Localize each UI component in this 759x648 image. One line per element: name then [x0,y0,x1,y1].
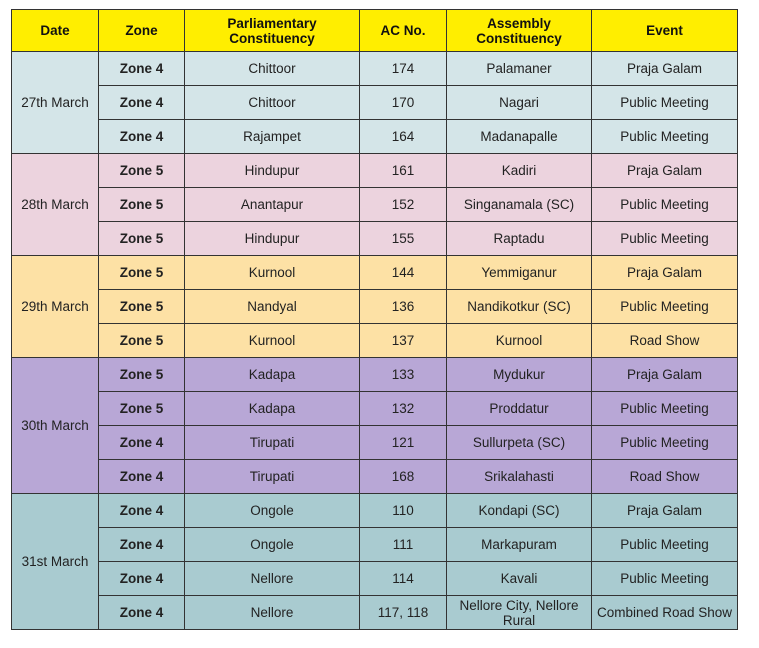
event-cell: Praja Galam [592,494,738,528]
zone-cell: Zone 5 [99,324,185,358]
parliamentary-constituency-cell: Anantapur [185,188,360,222]
assembly-constituency-cell: Markapuram [447,528,592,562]
date-cell: 29th March [12,256,99,358]
event-cell: Public Meeting [592,188,738,222]
header-zone: Zone [99,10,185,52]
table-row [12,222,738,256]
event-cell: Praja Galam [592,52,738,86]
ac-no-cell: 133 [360,358,447,392]
zone-cell: Zone 4 [99,460,185,494]
ac-no-cell: 170 [360,86,447,120]
table-row [12,188,738,222]
event-cell: Public Meeting [592,290,738,324]
zone-cell: Zone 4 [99,528,185,562]
header-row [12,10,738,52]
date-cell: 27th March [12,52,99,154]
table-row [12,154,738,188]
ac-no-cell: 117, 118 [360,596,447,630]
table-row [12,290,738,324]
ac-no-cell: 152 [360,188,447,222]
parliamentary-constituency-cell: Ongole [185,528,360,562]
assembly-constituency-cell: Srikalahasti [447,460,592,494]
assembly-constituency-cell: Nellore City, Nellore Rural [447,596,592,630]
assembly-constituency-cell: Proddatur [447,392,592,426]
ac-no-cell: 121 [360,426,447,460]
table-row [12,392,738,426]
table-row [12,52,738,86]
parliamentary-constituency-cell: Chittoor [185,86,360,120]
ac-no-cell: 174 [360,52,447,86]
parliamentary-constituency-cell: Tirupati [185,460,360,494]
parliamentary-constituency-cell: Hindupur [185,154,360,188]
date-cell: 30th March [12,358,99,494]
ac-no-cell: 164 [360,120,447,154]
zone-cell: Zone 5 [99,392,185,426]
parliamentary-constituency-cell: Chittoor [185,52,360,86]
parliamentary-constituency-cell: Hindupur [185,222,360,256]
parliamentary-constituency-cell: Kadapa [185,358,360,392]
ac-no-cell: 155 [360,222,447,256]
ac-no-cell: 110 [360,494,447,528]
event-cell: Public Meeting [592,120,738,154]
event-cell: Public Meeting [592,86,738,120]
table-row [12,494,738,528]
zone-cell: Zone 4 [99,426,185,460]
zone-cell: Zone 5 [99,188,185,222]
event-cell: Public Meeting [592,222,738,256]
date-cell: 28th March [12,154,99,256]
ac-no-cell: 137 [360,324,447,358]
event-cell: Public Meeting [592,528,738,562]
parliamentary-constituency-cell: Nandyal [185,290,360,324]
table-row [12,460,738,494]
table-row [12,358,738,392]
assembly-constituency-cell: Singanamala (SC) [447,188,592,222]
ac-no-cell: 144 [360,256,447,290]
event-cell: Combined Road Show [592,596,738,630]
zone-cell: Zone 5 [99,154,185,188]
parliamentary-constituency-cell: Kadapa [185,392,360,426]
table-row [12,256,738,290]
event-cell: Praja Galam [592,358,738,392]
zone-cell: Zone 5 [99,358,185,392]
event-cell: Road Show [592,460,738,494]
ac-no-cell: 111 [360,528,447,562]
header-event: Event [592,10,738,52]
zone-cell: Zone 4 [99,120,185,154]
table-row [12,528,738,562]
zone-cell: Zone 4 [99,86,185,120]
assembly-constituency-cell: Kavali [447,562,592,596]
assembly-constituency-cell: Madanapalle [447,120,592,154]
assembly-constituency-cell: Yemmiganur [447,256,592,290]
schedule-table [11,9,738,630]
event-cell: Road Show [592,324,738,358]
header-date: Date [12,10,99,52]
parliamentary-constituency-cell: Nellore [185,596,360,630]
zone-cell: Zone 4 [99,52,185,86]
table-row [12,324,738,358]
table-row [12,562,738,596]
event-cell: Praja Galam [592,256,738,290]
date-cell: 31st March [12,494,99,630]
zone-cell: Zone 5 [99,222,185,256]
parliamentary-constituency-cell: Nellore [185,562,360,596]
assembly-constituency-cell: Sullurpeta (SC) [447,426,592,460]
ac-no-cell: 114 [360,562,447,596]
assembly-constituency-cell: Kondapi (SC) [447,494,592,528]
table-row [12,596,738,630]
zone-cell: Zone 5 [99,256,185,290]
assembly-constituency-cell: Mydukur [447,358,592,392]
header-ac-no: AC No. [360,10,447,52]
table-row [12,426,738,460]
parliamentary-constituency-cell: Kurnool [185,324,360,358]
parliamentary-constituency-cell: Rajampet [185,120,360,154]
ac-no-cell: 161 [360,154,447,188]
zone-cell: Zone 4 [99,596,185,630]
zone-cell: Zone 5 [99,290,185,324]
ac-no-cell: 168 [360,460,447,494]
ac-no-cell: 136 [360,290,447,324]
schedule-body [12,52,738,630]
assembly-constituency-cell: Nagari [447,86,592,120]
event-cell: Public Meeting [592,392,738,426]
event-cell: Praja Galam [592,154,738,188]
zone-cell: Zone 4 [99,562,185,596]
parliamentary-constituency-cell: Tirupati [185,426,360,460]
parliamentary-constituency-cell: Kurnool [185,256,360,290]
ac-no-cell: 132 [360,392,447,426]
event-cell: Public Meeting [592,426,738,460]
header-parliamentary-constituency: Parliamentary Constituency [185,10,360,52]
event-cell: Public Meeting [592,562,738,596]
parliamentary-constituency-cell: Ongole [185,494,360,528]
table-row [12,86,738,120]
assembly-constituency-cell: Raptadu [447,222,592,256]
assembly-constituency-cell: Kadiri [447,154,592,188]
assembly-constituency-cell: Kurnool [447,324,592,358]
zone-cell: Zone 4 [99,494,185,528]
header-assembly-constituency: Assembly Constituency [447,10,592,52]
assembly-constituency-cell: Nandikotkur (SC) [447,290,592,324]
table-row [12,120,738,154]
assembly-constituency-cell: Palamaner [447,52,592,86]
